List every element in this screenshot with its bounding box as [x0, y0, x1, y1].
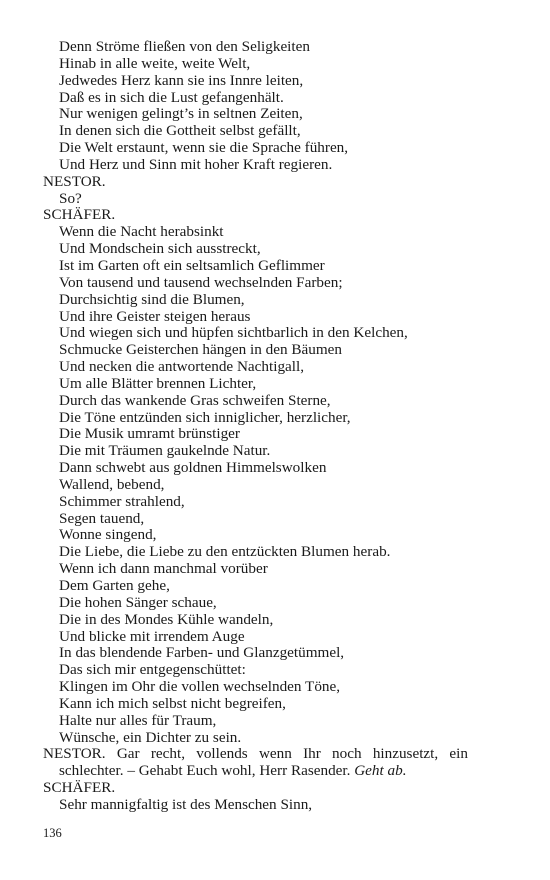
line-text: Die in des Mondes Kühle wandeln, [59, 610, 274, 628]
verse-line [43, 275, 468, 292]
verse-line [43, 359, 468, 376]
verse-line [43, 426, 468, 443]
line-text: Sehr mannigfaltig ist des Menschen Sinn, [59, 795, 313, 813]
line-text: Wünsche, ein Dichter zu sein. [59, 728, 242, 746]
verse-line [43, 157, 468, 174]
verse-line [43, 662, 468, 679]
line-text: Halte nur alles für Traum, [59, 711, 217, 729]
line-text: Kann ich mich selbst nicht begreifen, [59, 694, 286, 712]
line-text: Von tausend und tausend wechselnden Farben; [59, 273, 343, 291]
verse-line [43, 325, 468, 342]
line-text: Wenn ich dann manchmal vorüber [59, 560, 268, 578]
line-text: Die Welt erstaunt, wenn sie die Sprache führen, [59, 139, 349, 157]
line-text: Dann schwebt aus goldnen Himmelswolken [59, 459, 327, 477]
verse-line [43, 612, 468, 629]
verse-line [43, 258, 468, 275]
line-text: Die Musik umramt brünstiger [59, 425, 240, 443]
verse-line [43, 393, 468, 410]
line-text: Und necken die antwortende Nachtigall, [59, 358, 305, 376]
verse-line [43, 56, 468, 73]
line-text: Wallend, bebend, [59, 475, 165, 493]
verse-line [43, 140, 468, 157]
line-text: Hinab in alle weite, weite Welt, [59, 54, 251, 72]
speaker-label [43, 780, 468, 797]
verse-line [43, 713, 468, 730]
verse-line [43, 90, 468, 107]
page-number: 136 [43, 826, 62, 840]
verse-line [43, 342, 468, 359]
line-text: Um alle Blätter brennen Lichter, [59, 374, 257, 392]
line-text: SCHÄFER. [43, 779, 116, 797]
verse-line [43, 460, 468, 477]
line-text: In das blendende Farben- und Glanzgetümmel, [59, 644, 345, 662]
speaker-label [43, 207, 468, 224]
verse-line [43, 511, 468, 528]
line-text: Die Liebe, die Liebe zu den entzückten Blumen herab. [59, 543, 391, 561]
line-text: schlechter. – Gehabt Euch wohl, Herr Rasender. [59, 762, 351, 780]
line-text: Denn Ströme fließen von den Seligkeiten [59, 38, 310, 55]
text-block [43, 39, 468, 814]
verse-line [43, 797, 468, 814]
verse-line [43, 527, 468, 544]
line-text: Dem Garten gehe, [59, 577, 170, 594]
line-text: Und ihre Geister steigen heraus [59, 307, 251, 325]
line-text: Das sich mir entgegenschüttet: [59, 661, 246, 679]
prose-line [43, 746, 468, 763]
line-text: Und blicke mit irrendem Auge [59, 627, 245, 645]
line-text: Und wiegen sich und hüpfen sichtbarlich in den Kelchen, [59, 324, 408, 342]
verse-line [43, 578, 468, 595]
line-text: In denen sich die Gottheit selbst gefällt, [59, 122, 301, 140]
line-text: Wenn die Nacht herabsinkt [59, 223, 224, 241]
verse-line [43, 224, 468, 241]
verse-line [43, 595, 468, 612]
line-text: Segen tauend, [59, 509, 145, 527]
speaker-label [43, 174, 468, 191]
line-text: So? [59, 189, 82, 207]
verse-line [43, 696, 468, 713]
line-text: Durch das wankende Gras schweifen Sterne, [59, 391, 331, 409]
line-text: NESTOR. [43, 172, 106, 190]
verse-line [43, 561, 468, 578]
line-text: SCHÄFER. [43, 206, 116, 224]
line-text: Nur wenigen gelingt’s in seltnen Zeiten, [59, 105, 303, 123]
verse-line [43, 73, 468, 90]
line-text: Die hohen Sänger schaue, [59, 593, 217, 611]
line-text: Schmucke Geisterchen hängen in den Bäumen [59, 341, 342, 359]
line-text: Klingen im Ohr die vollen wechselnden Töne, [59, 678, 341, 696]
verse-line [43, 494, 468, 511]
verse-line [43, 730, 468, 747]
line-text: Und Herz und Sinn mit hoher Kraft regieren. [59, 155, 333, 173]
verse-line [43, 477, 468, 494]
line-text: Durchsichtig sind die Blumen, [59, 290, 245, 308]
verse-line [43, 106, 468, 123]
verse-line [43, 544, 468, 561]
line-text: Die Töne entzünden sich inniglicher, herzlicher, [59, 408, 351, 426]
verse-line [43, 309, 468, 326]
verse-line [43, 292, 468, 309]
line-text: Die mit Träumen gaukelnde Natur. [59, 442, 271, 460]
verse-line [43, 629, 468, 646]
verse-line [43, 123, 468, 140]
verse-line [43, 679, 468, 696]
line-text: Wonne singend, [59, 526, 157, 544]
verse-line [43, 376, 468, 393]
verse-line [43, 645, 468, 662]
verse-line [43, 443, 468, 460]
verse-line [43, 191, 468, 208]
stage-direction: Geht ab. [354, 762, 407, 780]
verse-line [43, 39, 468, 56]
line-text: NESTOR. Gar recht, vollends wenn Ihr noch hinzusetzt, ein [43, 745, 468, 763]
line-text: Jedwedes Herz kann sie ins Innre leiten, [59, 71, 304, 89]
line-text: Und Mondschein sich ausstreckt, [59, 240, 261, 258]
verse-line [43, 241, 468, 258]
verse-line [43, 410, 468, 427]
line-text: Schimmer strahlend, [59, 492, 185, 510]
line-text: Daß es in sich die Lust gefangenhält. [59, 88, 284, 106]
prose-continuation-line [43, 763, 468, 780]
line-text: Ist im Garten oft ein seltsamlich Geflimmer [59, 256, 325, 274]
